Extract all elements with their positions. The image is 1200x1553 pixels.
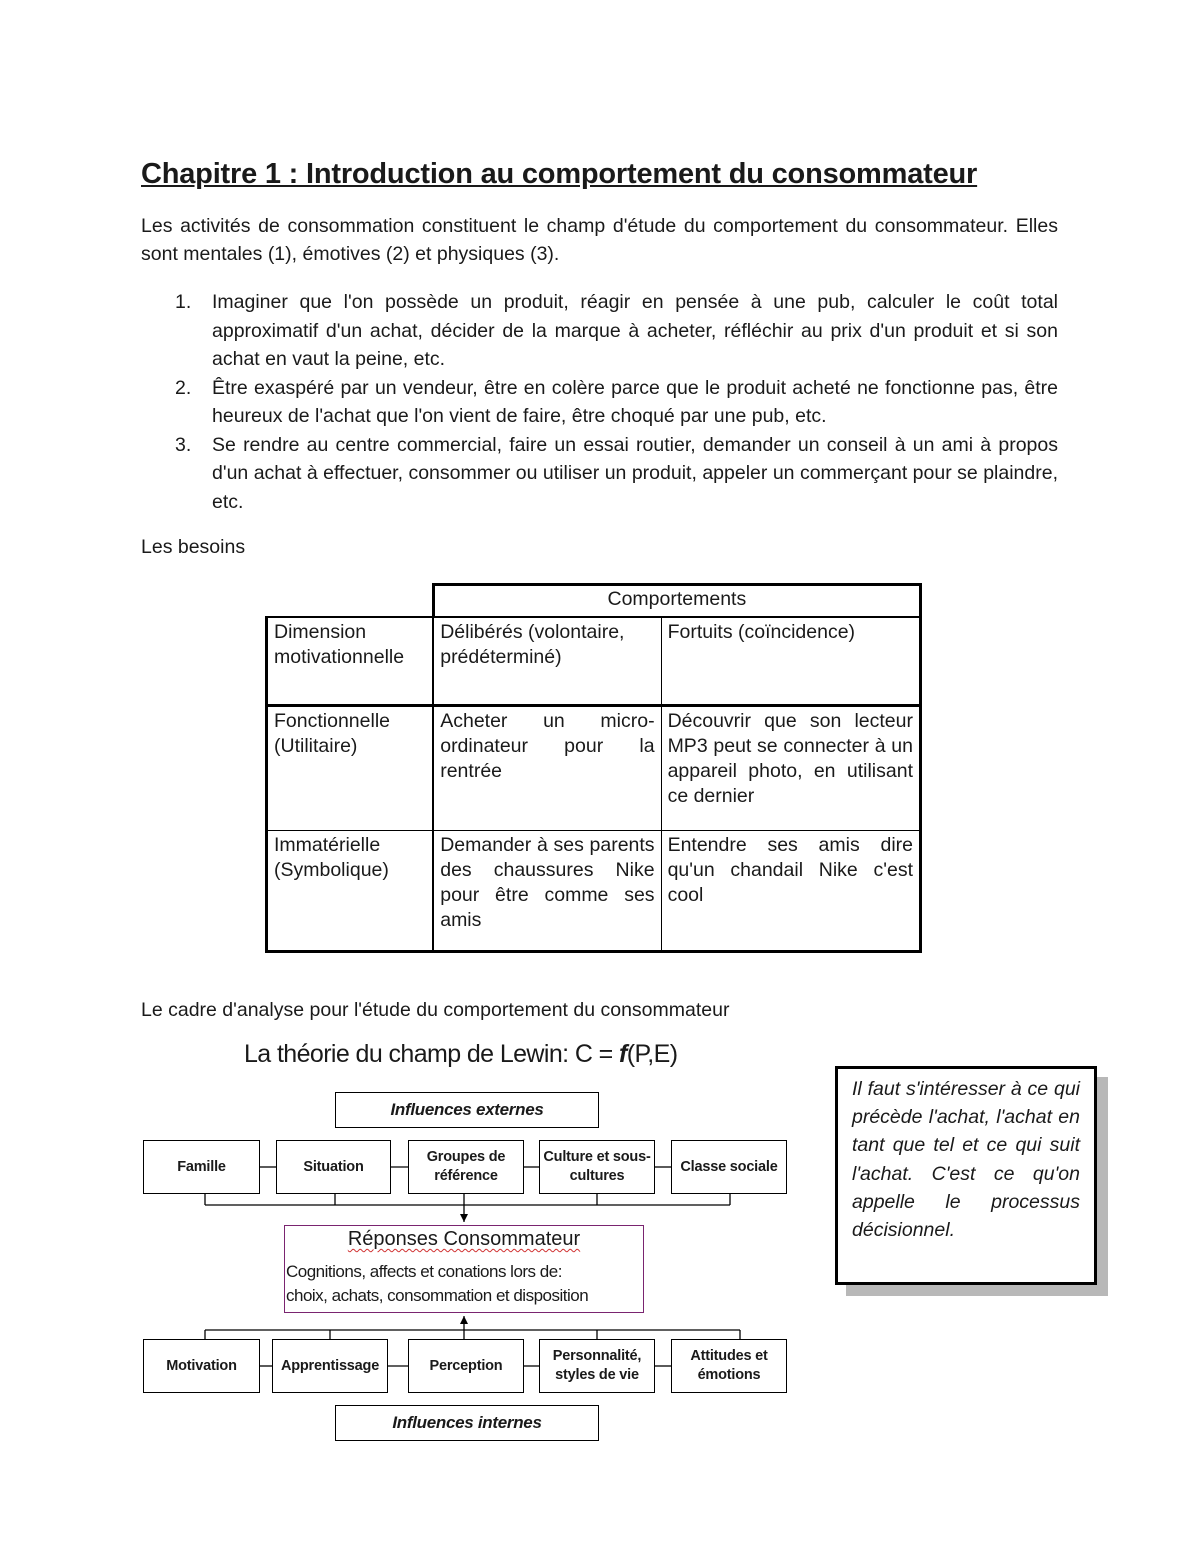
diagram-box-culture: Culture et sous-cultures	[539, 1140, 655, 1194]
besoins-heading: Les besoins	[141, 536, 246, 558]
diagram-box-attitudes: Attitudes et émotions	[671, 1339, 787, 1393]
diagram-title-f: f	[619, 1040, 627, 1068]
diagram-box-motivation: Motivation	[143, 1339, 260, 1393]
table-cell: Fonctionnelle (Utilitaire)	[267, 706, 434, 831]
diagram-box-apprentissage: Apprentissage	[272, 1339, 388, 1393]
table-cell: Immatérielle (Symbolique)	[267, 831, 434, 952]
diagram-box-classe: Classe sociale	[671, 1140, 787, 1194]
diagram-box-famille: Famille	[143, 1140, 260, 1194]
internal-influences-box: Influences internes	[335, 1405, 599, 1441]
list-number: 2.	[175, 376, 192, 399]
diagram-box-perception: Perception	[408, 1339, 524, 1393]
responses-line: choix, achats, consommation et disposition	[286, 1286, 589, 1305]
table-cell: Dimension motivationnelle	[267, 617, 434, 706]
responses-text	[286, 1260, 588, 1308]
table-cell: Acheter un micro-ordinateur pour la rentrée	[433, 706, 661, 831]
table-cell: Fortuits (coïncidence)	[661, 617, 920, 706]
page-title: Chapitre 1 : Introduction au comportement du consommateur	[141, 158, 978, 190]
intro-paragraph: Les activités de consommation constituent le champ d'étude du comportement du consommateur. Elles sont mentales (1), émotives (2) et physiques (3).	[141, 215, 1058, 265]
list-number: 3.	[175, 433, 192, 456]
list-text: Imaginer que l'on possède un produit, réagir en pensée à une pub, calculer le coût total approximatif d'un achat, décider de la marque à acheter, réfléchir au prix d'un produit et si son achat en vaut la peine, etc.	[212, 291, 1058, 370]
diagram-box-personnalite: Personnalité, styles de vie	[539, 1339, 655, 1393]
table-cell: Entendre ses amis dire qu'un chandail Nike c'est cool	[661, 831, 920, 952]
list-text: Être exaspéré par un vendeur, être en colère parce que le produit acheté ne fonctionne pas, être heureux de l'achat que l'on vient de faire, être choqué par une pub, etc.	[212, 376, 1058, 427]
cadre-heading: Le cadre d'analyse pour l'étude du comportement du consommateur	[141, 999, 730, 1021]
responses-line: Cognitions, affects et conations lors de:	[286, 1262, 562, 1281]
table-header: Comportements	[433, 585, 920, 617]
note-box	[835, 1066, 1097, 1285]
list-number: 1.	[175, 291, 192, 313]
diagram-title-suffix: (P,E)	[626, 1040, 678, 1068]
list-text: Se rendre au centre commercial, faire un essai routier, demander un conseil à un ami à propos d'un achat à effectuer, consommer ou utiliser un produit, appeler un commerçant pour se plaindre, etc.	[212, 433, 1058, 513]
note-text: Il faut s'intéresser à ce qui précède l'achat, l'achat en tant que tel et ce qui suit l'achat. C'est ce qu'on appelle le processus décisionnel.	[852, 1078, 1080, 1242]
diagram-box-situation: Situation	[276, 1140, 391, 1194]
table-cell: Découvrir que son lecteur MP3 peut se connecter à un appareil photo, en utilisant ce dernier	[661, 706, 920, 831]
diagram-title-prefix: La théorie du champ de Lewin: C =	[244, 1040, 619, 1068]
consumer-responses-box	[284, 1225, 644, 1313]
external-influences-box: Influences externes	[335, 1092, 599, 1128]
table-cell: Délibérés (volontaire, prédéterminé)	[433, 617, 661, 706]
table-cell: Demander à ses parents des chaussures Nike pour être comme ses amis	[433, 831, 661, 952]
responses-title: Réponses Consommateur	[347, 1228, 581, 1250]
diagram-box-groupes: Groupes de référence	[408, 1140, 524, 1194]
